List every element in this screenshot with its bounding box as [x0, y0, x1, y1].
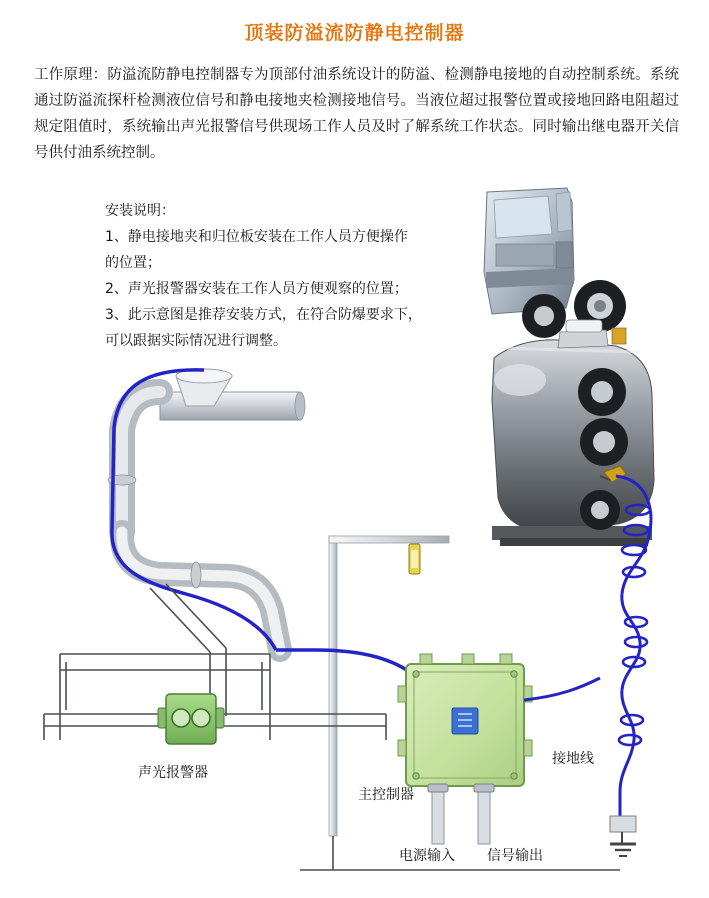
- page-title: 顶装防溢流防静电控制器: [244, 22, 465, 44]
- earth-terminal: [610, 816, 636, 856]
- post-base: [300, 836, 620, 870]
- label-power-input: 电源输入: [399, 848, 455, 864]
- intro-paragraph: 工作原理：防溢流防静电控制器专为顶部付油系统设计的防溢、检测静电接地的自动控制系统。系统通过防溢流探杆检测液位信号和静电接地夹检测接地信号。当液位超过报警位置或接地回路电阻超过规定阻值时，系统输出声光报警信号供现场工作人员及时了解系统工作状态。同时输出继电器开关信号供付油系统控制。: [34, 67, 679, 161]
- install-note-item: 1、静电接地夹和归位板安装在工作人员方便操作: [105, 229, 408, 245]
- tank-body: [492, 320, 654, 546]
- install-notes-heading: 安装说明：: [105, 203, 175, 219]
- install-note-item: 的位置；: [105, 255, 161, 271]
- main-controller-box: [398, 654, 532, 844]
- audible-visual-alarm: [158, 694, 224, 744]
- controller-ground-link: [524, 678, 600, 700]
- label-ground-wire: 接地线: [552, 751, 594, 767]
- loading-arm-assembly: [108, 369, 305, 650]
- tanker-truck-illustration: [484, 188, 654, 546]
- label-signal-output: 信号输出: [487, 848, 543, 864]
- return-plate: [409, 544, 420, 574]
- install-note-item: 3、此示意图是推荐安装方式，在符合防爆要求下，: [105, 307, 422, 323]
- installation-diagram: [0, 180, 709, 898]
- install-note-item: 可以跟据实际情况进行调整。: [105, 333, 287, 349]
- label-audible-visual-alarm: 声光报警器: [138, 765, 208, 781]
- label-main-controller: 主控制器: [358, 787, 414, 803]
- install-note-item: 2、声光报警器安装在工作人员方便观察的位置；: [105, 281, 408, 297]
- truck-cab: [484, 188, 574, 314]
